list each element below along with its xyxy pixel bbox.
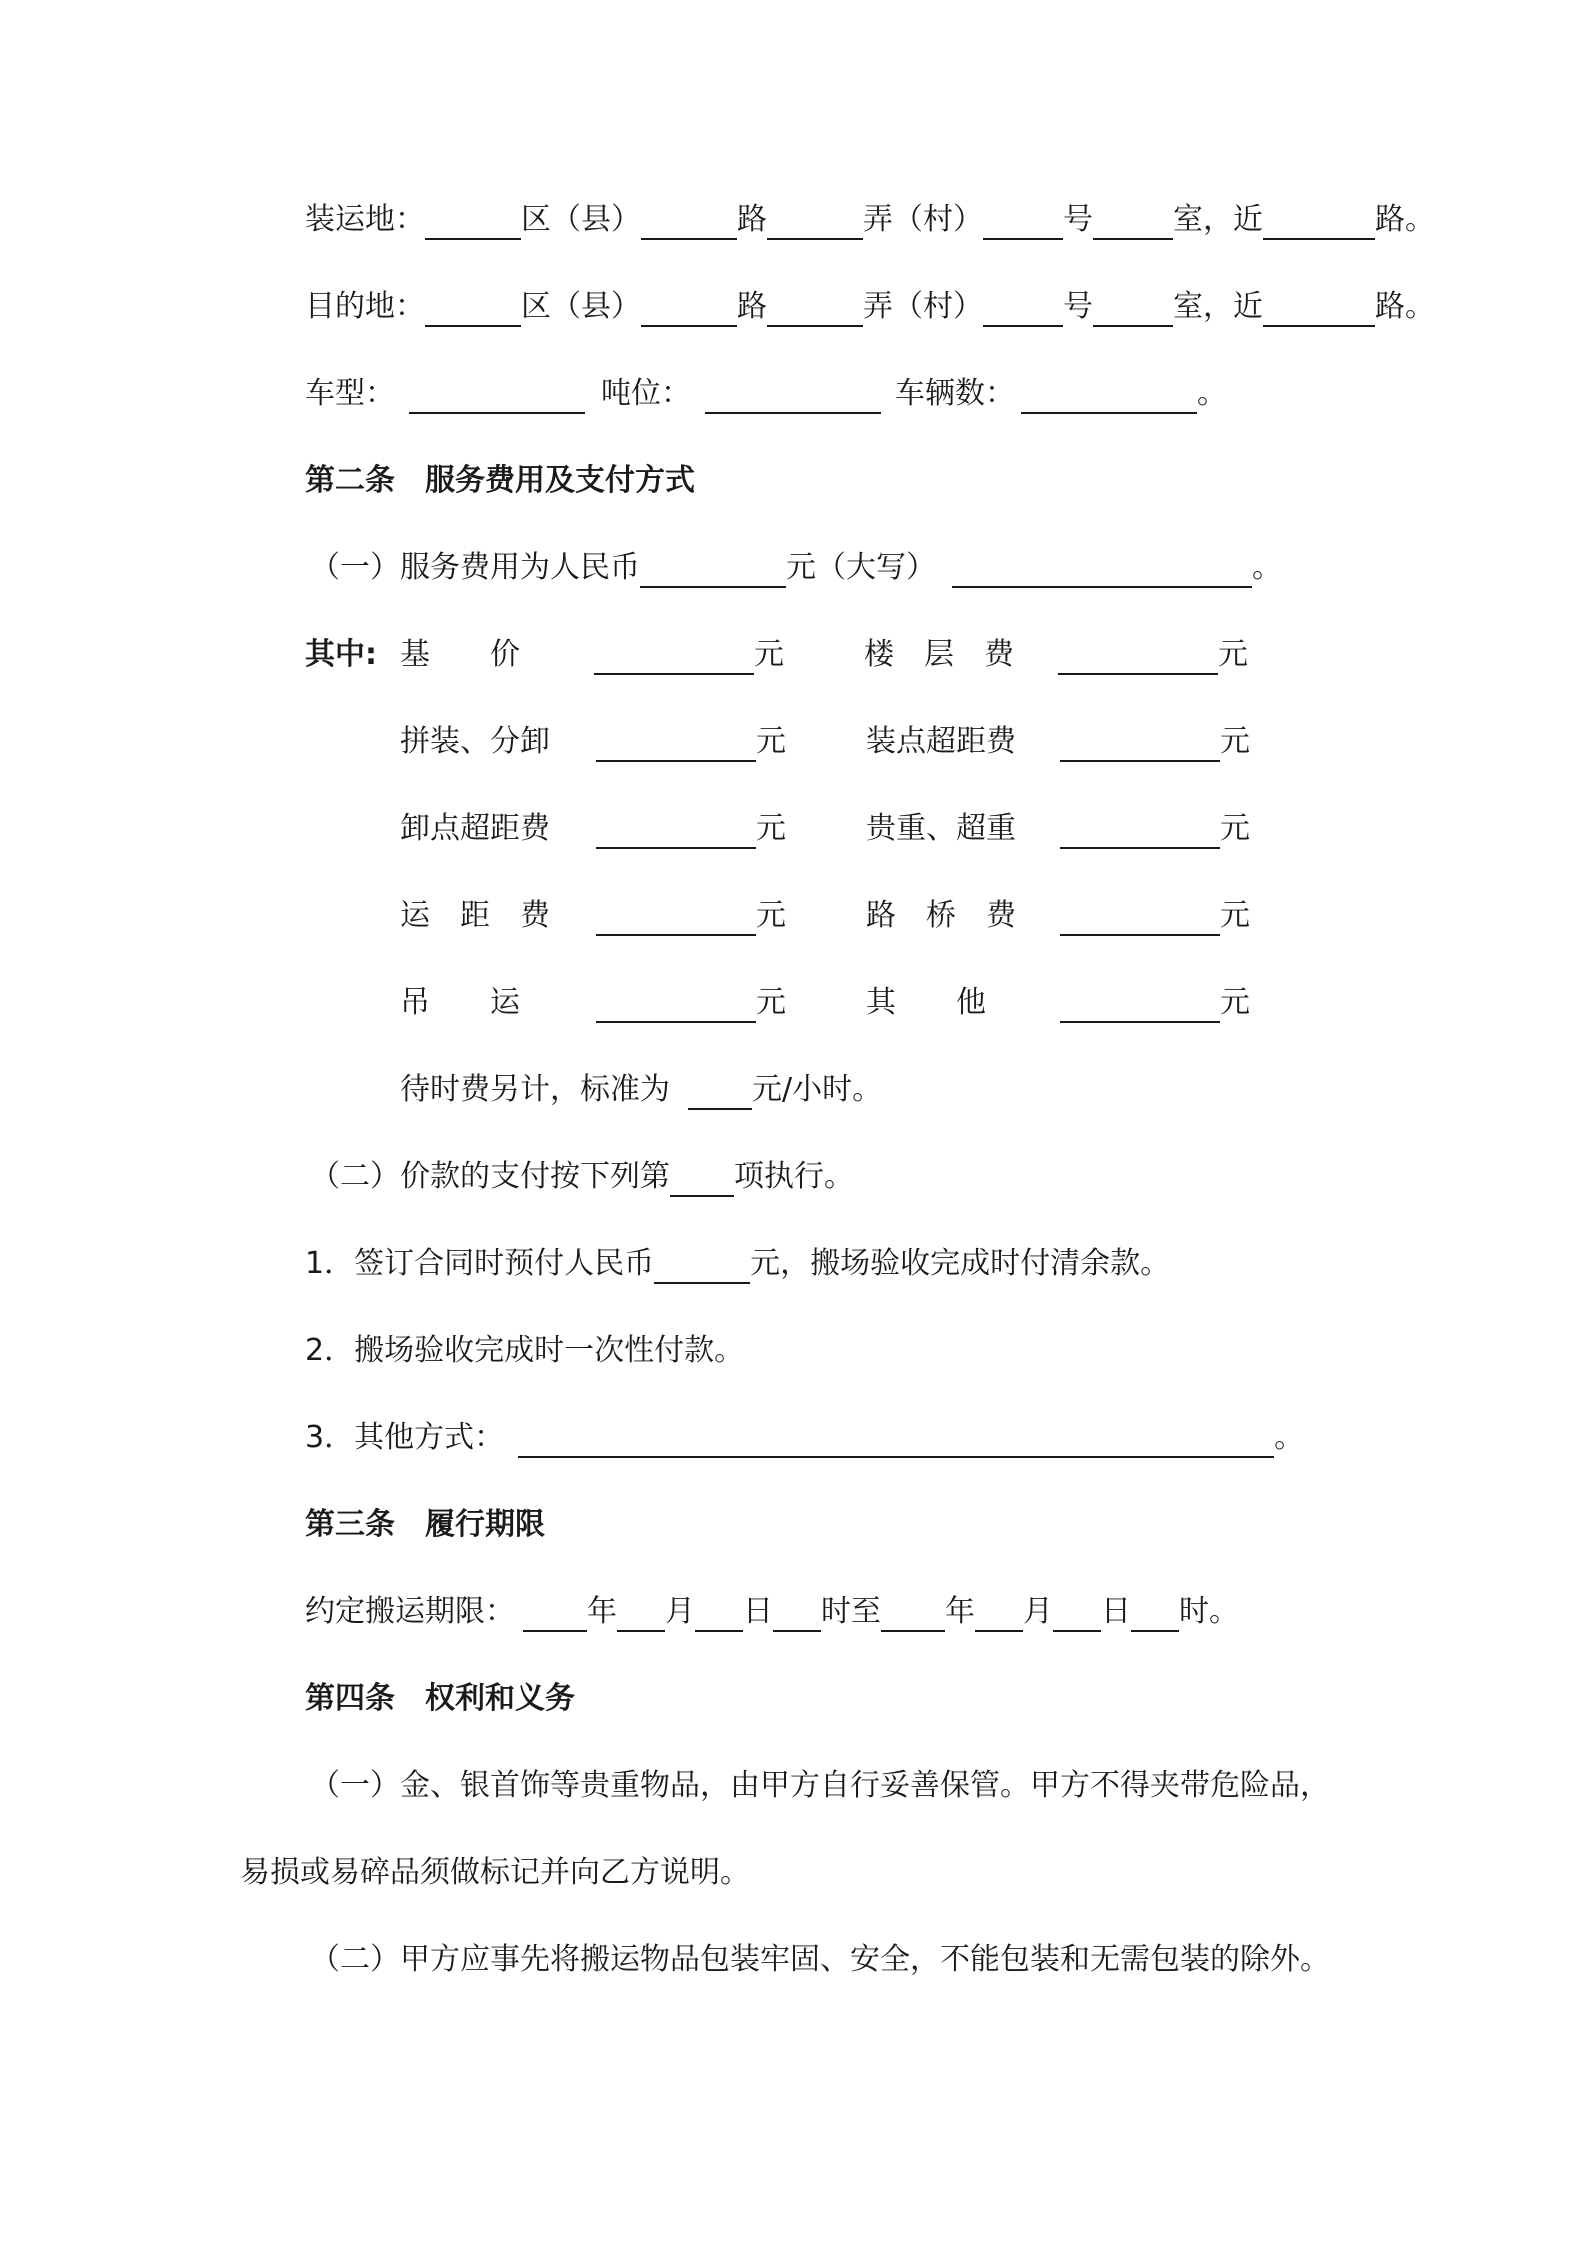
fee-road-bridge-label: 路 桥 费 <box>866 898 1016 933</box>
fee-other-blank[interactable] <box>1060 987 1220 1023</box>
start-hour-blank[interactable] <box>773 1596 821 1632</box>
payment-option-2-text: 2．搬场验收完成时一次性付款。 <box>305 1333 745 1368</box>
service-fee-capital-label: 元（大写） <box>786 550 936 585</box>
moving-period-label: 约定搬运期限： <box>305 1594 515 1629</box>
destination-label: 目的地： <box>305 289 425 324</box>
fee-floor-label: 楼 层 费 <box>864 637 1014 672</box>
fee-row-1 <box>400 615 1280 675</box>
destination-room-blank[interactable] <box>1093 291 1173 327</box>
destination-lane-label: 弄（村） <box>863 289 983 324</box>
fee-assembly-blank[interactable] <box>596 726 756 762</box>
destination-room-label: 室，近 <box>1173 289 1263 324</box>
breakdown-label-row <box>305 615 405 675</box>
fee-row-4 <box>400 876 1280 936</box>
loading-road-blank[interactable] <box>641 204 737 240</box>
fee-unloading-distance-label: 卸点超距费 <box>400 811 550 846</box>
prepayment-amount-blank[interactable] <box>654 1248 750 1284</box>
fee-crane-label: 吊 运 <box>400 985 520 1020</box>
rights-paragraph-2 <box>310 1920 1330 1980</box>
payment-option-blank[interactable] <box>670 1161 734 1197</box>
payment-option-1 <box>305 1224 1170 1284</box>
payment-option-2 <box>305 1311 744 1371</box>
tonnage-blank[interactable] <box>705 378 881 414</box>
start-year-blank[interactable] <box>523 1596 587 1632</box>
service-fee-amount-blank[interactable] <box>640 552 786 588</box>
article-3-heading <box>305 1485 545 1545</box>
fee-valuable-overweight-label: 贵重、超重 <box>866 811 1016 846</box>
fee-transport-distance-blank[interactable] <box>596 900 756 936</box>
vehicle-type-label: 车型： <box>305 376 395 411</box>
destination-end-label: 路。 <box>1375 289 1435 324</box>
service-fee-end: 。 <box>1252 550 1282 585</box>
fee-base-label: 基 价 <box>400 637 520 672</box>
destination-road-blank[interactable] <box>641 291 737 327</box>
vehicle-end-label: 。 <box>1197 376 1227 411</box>
rights-paragraph-2-text: （二）甲方应事先将搬运物品包装牢固、安全，不能包装和无需包装的除外。 <box>310 1942 1330 1977</box>
start-month-label: 月 <box>665 1594 695 1629</box>
fee-loading-distance-blank[interactable] <box>1060 726 1220 762</box>
start-hour-label: 时至 <box>821 1594 881 1629</box>
payment-method-line <box>310 1137 854 1197</box>
other-payment-method-blank[interactable] <box>518 1422 1274 1458</box>
fee-road-bridge-blank[interactable] <box>1060 900 1220 936</box>
destination-road-label: 路 <box>737 289 767 324</box>
loading-road-label: 路 <box>737 202 767 237</box>
loading-lane-blank[interactable] <box>767 204 863 240</box>
destination-number-label: 号 <box>1063 289 1093 324</box>
end-year-blank[interactable] <box>881 1596 945 1632</box>
fee-loading-distance-label: 装点超距费 <box>866 724 1016 759</box>
vehicle-line <box>305 354 1227 414</box>
destination-district-label: 区（县） <box>521 289 641 324</box>
start-year-label: 年 <box>587 1594 617 1629</box>
start-day-blank[interactable] <box>695 1596 743 1632</box>
article-4-heading <box>305 1659 575 1719</box>
service-fee-capital-blank[interactable] <box>952 552 1252 588</box>
waiting-fee-unit: 元/小时。 <box>752 1072 883 1107</box>
end-year-label: 年 <box>945 1594 975 1629</box>
loading-room-label: 室，近 <box>1173 202 1263 237</box>
fee-row-5 <box>400 963 1280 1023</box>
end-month-label: 月 <box>1023 1594 1053 1629</box>
payment-option-3 <box>305 1398 1304 1458</box>
loading-address-line <box>305 180 1435 240</box>
fee-transport-distance-label: 运 距 费 <box>400 898 550 933</box>
article-3-heading-text: 第三条 履行期限 <box>305 1507 545 1542</box>
article-2-heading-text: 第二条 服务费用及支付方式 <box>305 463 695 498</box>
fee-assembly-unit: 元 <box>756 724 786 759</box>
fee-unloading-distance-unit: 元 <box>756 811 786 846</box>
end-hour-blank[interactable] <box>1131 1596 1179 1632</box>
loading-end-label: 路。 <box>1375 202 1435 237</box>
waiting-fee-line <box>400 1050 882 1110</box>
service-fee-label: （一）服务费用为人民币 <box>310 550 640 585</box>
payment-option-1-end: 元，搬场验收完成时付清余款。 <box>750 1246 1171 1281</box>
loading-district-label: 区（县） <box>521 202 641 237</box>
loading-label: 装运地： <box>305 202 425 237</box>
fee-base-blank[interactable] <box>594 639 754 675</box>
destination-number-blank[interactable] <box>983 291 1063 327</box>
rights-paragraph-1-line-1 <box>310 1746 1330 1806</box>
breakdown-label: 其中: <box>305 637 377 672</box>
fee-valuable-overweight-unit: 元 <box>1220 811 1250 846</box>
payment-option-3-end: 。 <box>1274 1420 1305 1455</box>
payment-option-3-label: 3．其他方式： <box>305 1420 505 1455</box>
payment-method-label: （二）价款的支付按下列第 <box>310 1159 670 1194</box>
article-2-heading <box>305 441 695 501</box>
fee-row-2 <box>400 702 1280 762</box>
rights-paragraph-1-text-2: 易损或易碎品须做标记并向乙方说明。 <box>240 1855 750 1890</box>
article-4-heading-text: 第四条 权利和义务 <box>305 1681 575 1716</box>
fee-unloading-distance-blank[interactable] <box>596 813 756 849</box>
destination-address-line <box>305 267 1435 327</box>
fee-crane-unit: 元 <box>756 985 786 1020</box>
start-day-label: 日 <box>743 1594 773 1629</box>
tonnage-label: 吨位： <box>601 376 691 411</box>
destination-district-blank[interactable] <box>425 291 521 327</box>
vehicle-type-blank[interactable] <box>409 378 585 414</box>
fee-loading-distance-unit: 元 <box>1220 724 1250 759</box>
fee-crane-blank[interactable] <box>596 987 756 1023</box>
fee-transport-distance-unit: 元 <box>756 898 786 933</box>
loading-near-road-blank[interactable] <box>1263 204 1375 240</box>
destination-near-road-blank[interactable] <box>1263 291 1375 327</box>
fee-other-unit: 元 <box>1220 985 1250 1020</box>
waiting-fee-blank[interactable] <box>688 1074 752 1110</box>
end-month-blank[interactable] <box>975 1596 1023 1632</box>
fee-road-bridge-unit: 元 <box>1220 898 1250 933</box>
service-fee-line <box>310 528 1282 588</box>
fee-other-label: 其 他 <box>866 985 986 1020</box>
payment-method-end: 项执行。 <box>734 1159 854 1194</box>
rights-paragraph-1-text-1: （一）金、银首饰等贵重物品，由甲方自行妥善保管。甲方不得夹带危险品， <box>310 1768 1330 1803</box>
fee-assembly-label: 拼装、分卸 <box>400 724 550 759</box>
fee-base-unit: 元 <box>754 637 784 672</box>
loading-number-label: 号 <box>1063 202 1093 237</box>
loading-district-blank[interactable] <box>425 204 521 240</box>
fee-floor-blank[interactable] <box>1058 639 1218 675</box>
payment-option-1-label: 1．签订合同时预付人民币 <box>305 1246 655 1281</box>
loading-room-blank[interactable] <box>1093 204 1173 240</box>
destination-lane-blank[interactable] <box>767 291 863 327</box>
fee-valuable-overweight-blank[interactable] <box>1060 813 1220 849</box>
fee-row-3 <box>400 789 1280 849</box>
end-hour-label: 时。 <box>1179 1594 1239 1629</box>
loading-lane-label: 弄（村） <box>863 202 983 237</box>
vehicle-count-blank[interactable] <box>1021 378 1197 414</box>
fee-floor-unit: 元 <box>1218 637 1248 672</box>
loading-number-blank[interactable] <box>983 204 1063 240</box>
moving-period-line <box>305 1572 1239 1632</box>
end-day-blank[interactable] <box>1053 1596 1101 1632</box>
waiting-fee-label: 待时费另计，标准为 <box>400 1072 670 1107</box>
rights-paragraph-1-line-2 <box>240 1833 750 1893</box>
end-day-label: 日 <box>1101 1594 1131 1629</box>
vehicle-count-label: 车辆数： <box>895 376 1015 411</box>
start-month-blank[interactable] <box>617 1596 665 1632</box>
